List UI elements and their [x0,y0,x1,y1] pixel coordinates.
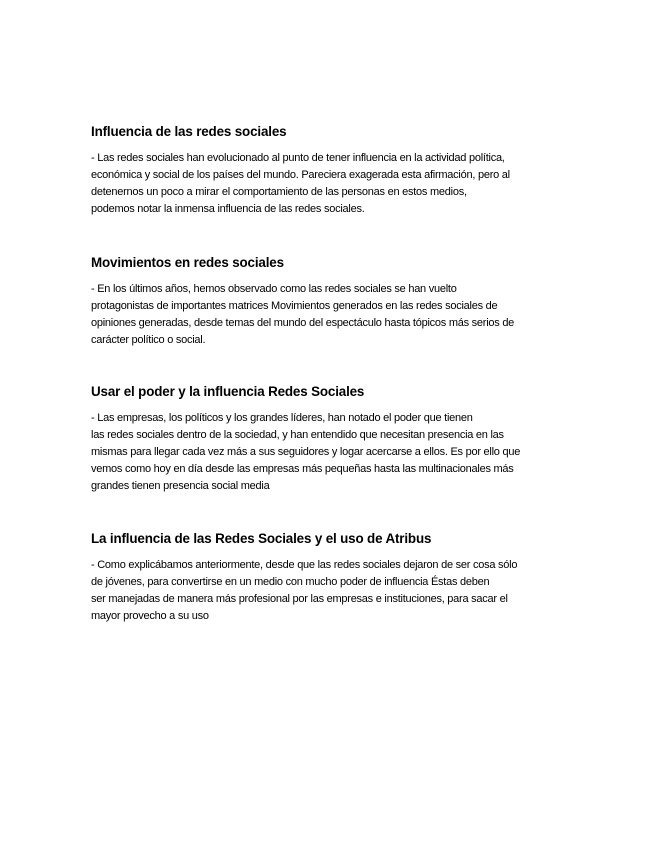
section-movimientos [91,254,569,349]
section-influencia [91,123,569,218]
paragraph-line: carácter político o social. [91,334,206,346]
paragraph-line: - Las empresas, los políticos y los grandes líderes, han notado el poder que tienen [91,412,473,424]
paragraph-line: - Las redes sociales han evolucionado al punto de tener influencia en la actividad política, [91,152,505,164]
paragraph-line: - Como explicábamos anteriormente, desde que las redes sociales dejaron de ser cosa sólo [91,559,518,571]
section-paragraph [91,410,569,495]
section-heading: Usar el poder y la influencia Redes Sociales [91,384,365,399]
paragraph-line: las redes sociales dentro de la sociedad, y han entendido que necesitan presencia en las [91,429,504,441]
section-atribus [91,530,569,625]
paragraph-line: detenernos un poco a mirar el comportamiento de las personas en estos medios, [91,186,467,198]
paragraph-line: grandes tienen presencia social media [91,480,270,492]
paragraph-line: opiniones generadas, desde temas del mundo del espectáculo hasta tópicos más serios de [91,317,515,329]
paragraph-line: mayor provecho a su uso [91,610,209,622]
paragraph-line: podemos notar la inmensa influencia de las redes sociales. [91,203,365,215]
section-paragraph [91,557,569,625]
section-heading: Movimientos en redes sociales [91,255,284,270]
paragraph-line: protagonistas de importantes matrices Movimientos generados en las redes sociales de [91,300,498,312]
section-heading: La influencia de las Redes Sociales y el uso de Atribus [91,531,432,546]
paragraph-line: ser manejadas de manera más profesional por las empresas e instituciones, para sacar el [91,593,508,605]
section-paragraph [91,281,569,349]
section-heading: Influencia de las redes sociales [91,124,287,139]
section-paragraph [91,150,569,218]
paragraph-line: económica y social de los países del mundo. Pareciera exagerada esta afirmación, pero al [91,169,510,181]
paragraph-line: mismas para llegar cada vez más a sus seguidores y logar acercarse a ellos. Es por ello que [91,446,521,458]
paragraph-line: vemos como hoy en día desde las empresas más pequeñas hasta las multinacionales más [91,463,514,475]
paragraph-line: - En los últimos años, hemos observado como las redes sociales se han vuelto [91,283,457,295]
section-usar-el-poder [91,383,569,495]
paragraph-line: de jóvenes, para convertirse en un medio con mucho poder de influencia Éstas deben [91,576,490,588]
